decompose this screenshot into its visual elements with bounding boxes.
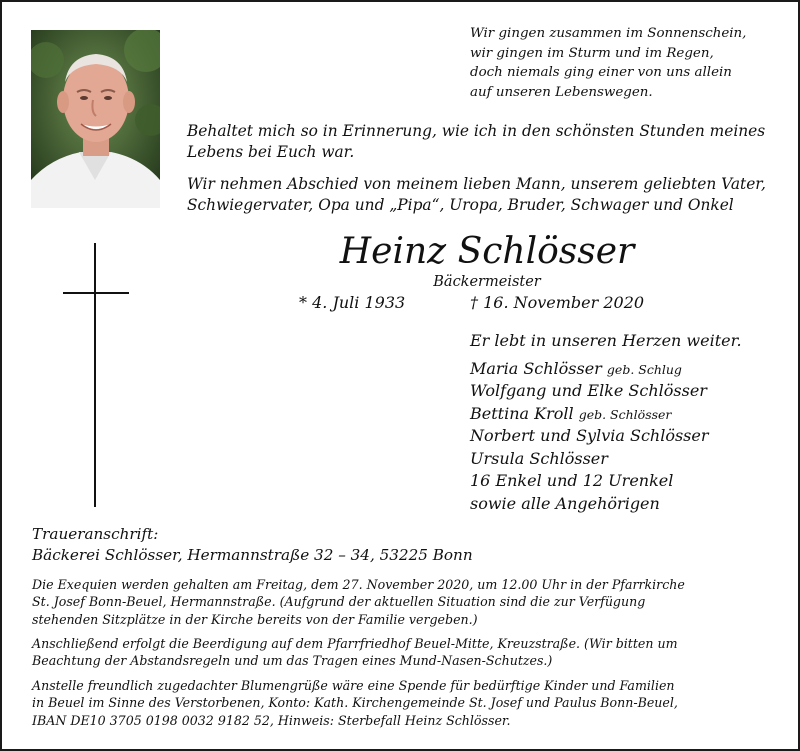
memory-quote — [187, 121, 787, 163]
memory-quote-line: Behaltet mich so in Erinnerung, wie ich in den schönsten Stunden meines — [187, 122, 766, 140]
poem — [470, 24, 790, 102]
mourner-name: Norbert und Sylvia Schlösser — [470, 426, 709, 445]
mourner — [470, 358, 790, 381]
mourner-name: Bettina Kroll — [470, 403, 574, 423]
memory-quote-line: Lebens bei Euch war. — [187, 143, 355, 161]
mourner-name: sowie alle Angehörigen — [470, 493, 660, 513]
deceased-name: Heinz Schlösser — [339, 231, 635, 272]
notice-line: stehenden Sitzplätze in der Kirche bereits von der Familie vergeben.) — [32, 611, 478, 627]
address-value: Bäckerei Schlösser, Hermannstraße 32 – 34, 53225 Bonn — [32, 546, 473, 564]
poem-line: doch niemals ging einer von uns allein — [470, 65, 732, 81]
notice-line: in Beuel im Sinne des Verstorbenen, Konto: Kath. Kirchengemeinde St. Josef und Paulus Bonn-Beuel, — [32, 695, 678, 711]
notice-line: St. Josef Bonn-Beuel, Hermannstraße. (Aufgrund der aktuellen Situation sind die zur Verfügung — [32, 594, 646, 610]
mourner — [470, 425, 790, 448]
mourner — [470, 380, 790, 403]
mourner-note: geb. Schlug — [606, 361, 682, 377]
mourner-note: geb. Schlösser — [578, 406, 672, 422]
mourner-name: Ursula Schlösser — [470, 448, 608, 468]
address-label: Traueranschrift: — [32, 525, 159, 543]
poem-line: auf unseren Lebenswegen. — [470, 84, 653, 100]
mourners-list — [470, 330, 790, 515]
exequien-notice — [32, 576, 774, 628]
notice-line: Anschließend erfolgt die Beerdigung auf dem Pfarrfriedhof Beuel-Mitte, Kreuzstraße. (Wir bitten um — [32, 636, 678, 651]
mourner — [470, 470, 790, 493]
donation-notice — [32, 677, 774, 729]
mourner-name: Maria Schlösser — [470, 358, 602, 378]
farewell-line: Schwiegervater, Opa und „Pipa“, Uropa, Bruder, Schwager und Onkel — [187, 196, 734, 214]
mourner — [470, 493, 790, 516]
notice-line: Die Exequien werden gehalten am Freitag, dem 27. November 2020, um 12.00 Uhr in der Pfarrkirche — [32, 577, 685, 592]
death-date: † 16. November 2020 — [470, 293, 645, 312]
farewell-text — [187, 174, 787, 216]
mourning-address — [32, 524, 632, 566]
cross-icon-bar — [63, 292, 129, 294]
notice-line: Anstelle freundlich zugedachter Blumengrüße wäre eine Spende für bedürftige Kinder und Familien — [32, 678, 675, 693]
cross-icon — [94, 243, 96, 507]
farewell-line: Wir nehmen Abschied von meinem lieben Mann, unserem geliebten Vater, — [187, 175, 766, 193]
portrait-photo — [31, 30, 160, 208]
birth-date: * 4. Juli 1933 — [299, 293, 406, 312]
poem-line: Wir gingen zusammen im Sonnenschein, — [470, 26, 747, 41]
portrait-illustration — [31, 30, 160, 208]
mourner — [470, 403, 790, 426]
notice-line: IBAN DE10 3705 0198 0032 9182 52, Hinweis: Sterbefall Heinz Schlösser. — [32, 712, 511, 728]
deceased-profession: Bäckermeister — [433, 274, 541, 290]
mourner-name: Wolfgang und Elke Schlösser — [470, 381, 707, 400]
poem-line: wir gingen im Sturm und im Regen, — [470, 45, 714, 61]
burial-notice — [32, 635, 774, 670]
mourner — [470, 448, 790, 471]
mourner-name: 16 Enkel und 12 Urenkel — [470, 471, 674, 490]
notice-line: Beachtung der Abstandsregeln und um das Tragen eines Mund-Nasen-Schutzes.) — [32, 653, 553, 669]
mourners-intro: Er lebt in unseren Herzen weiter. — [470, 331, 742, 350]
